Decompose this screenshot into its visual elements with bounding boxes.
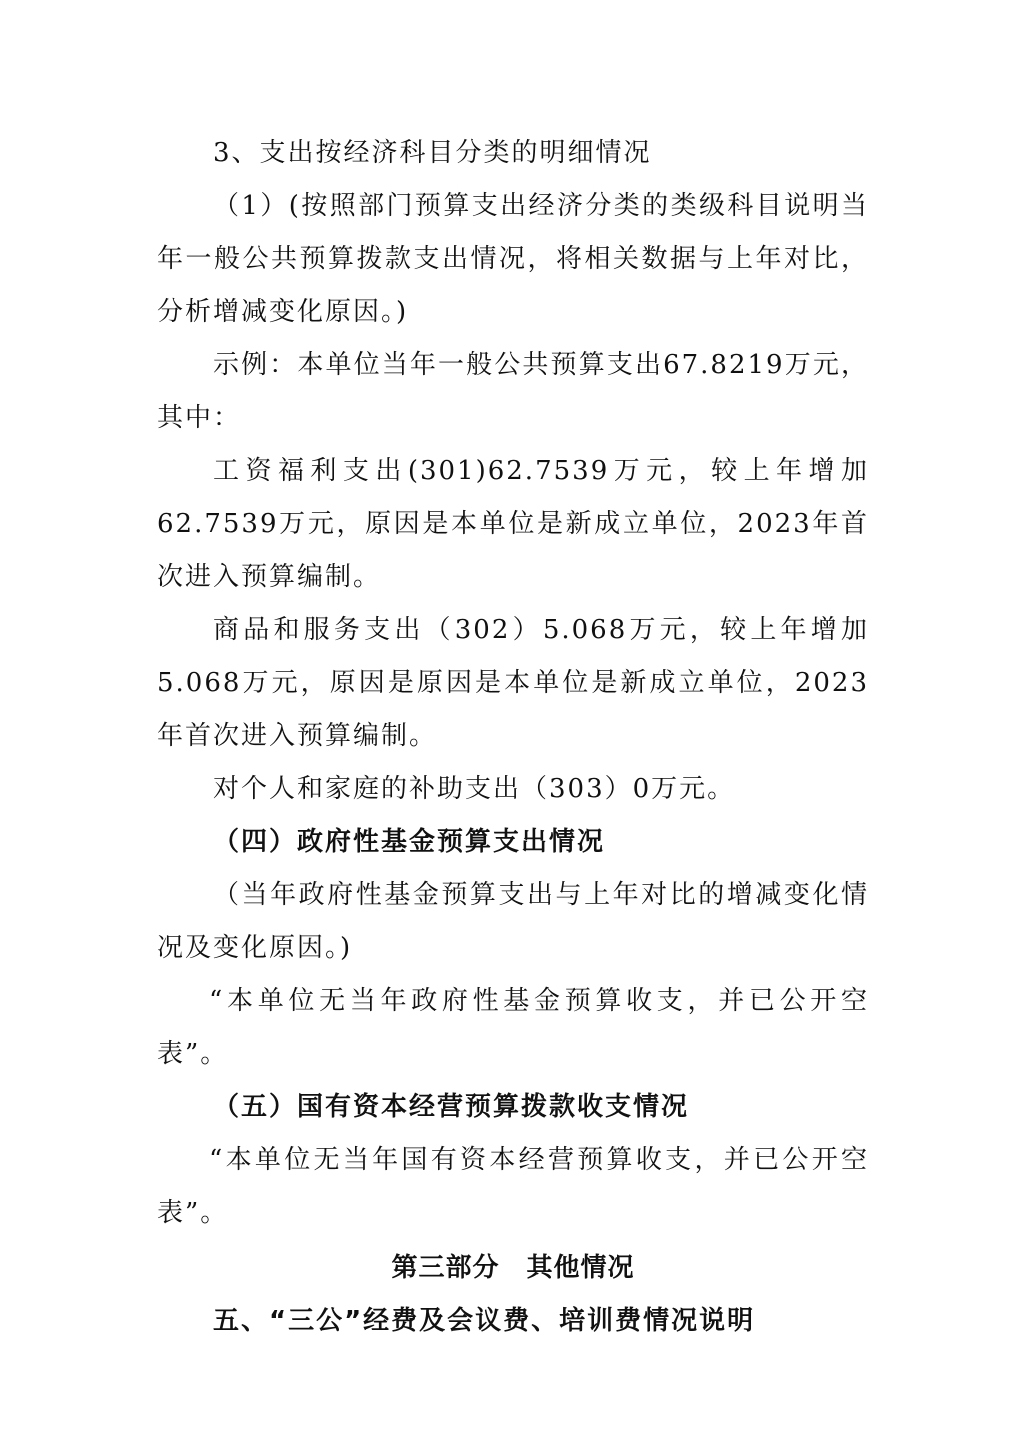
example-summary-paragraph: 示例：本单位当年一般公共预算支出67.8219万元，其中：: [157, 350, 869, 433]
section-five-heading: （五）国有资本经营预算拨款收支情况: [213, 1092, 690, 1122]
goods-services-expenditure-paragraph: 商品和服务支出（302）5.068万元，较上年增加5.068万元，原因是原因是本单位是新成立单位，2023年首次进入预算编制。: [157, 615, 869, 751]
section-four-statement: “本单位无当年政府性基金预算收支，并已公开空表”。: [157, 986, 869, 1069]
section-four-note: （当年政府性基金预算支出与上年对比的增减变化情况及变化原因。): [157, 880, 869, 963]
part-three-title: 第三部分 其他情况: [391, 1253, 635, 1283]
instruction-paragraph-general-budget: （1）(按照部门预算支出经济分类的类级科目说明当年一般公共预算拨款支出情况，将相关数据与上年对比，分析增减变化原因。): [157, 191, 869, 327]
section-four-heading: （四）政府性基金预算支出情况: [213, 827, 606, 857]
item-five-heading: 五、“三公”经费及会议费、培训费情况说明: [213, 1306, 756, 1336]
document-body: [157, 127, 869, 1348]
salary-welfare-expenditure-paragraph: 工资福利支出(301)62.7539万元，较上年增加62.7539万元，原因是本单位是新成立单位，2023年首次进入预算编制。: [157, 456, 869, 592]
individual-family-subsidy-paragraph: 对个人和家庭的补助支出（303）0万元。: [213, 774, 736, 804]
subsection-heading-expenditure-by-economic-category: 3、支出按经济科目分类的明细情况: [213, 138, 652, 168]
section-five-statement: “本单位无当年国有资本经营预算收支，并已公开空表”。: [157, 1145, 869, 1228]
